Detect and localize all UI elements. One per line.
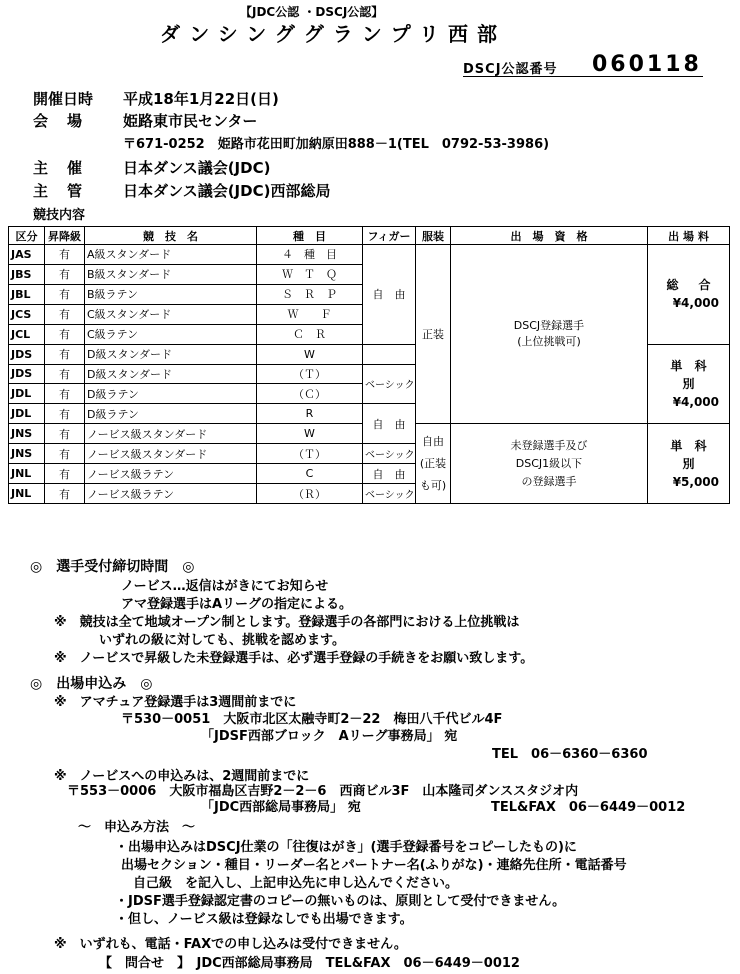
approval-label: DSCJ公認番号 — [463, 62, 558, 77]
event-name-cell: C級スタンダード — [85, 304, 257, 324]
deadline-line: アマ登録選手はAリーグの指定による。 — [121, 597, 353, 612]
fee-cell — [648, 344, 730, 424]
division-cell: JBS — [9, 264, 45, 284]
column-header: 昇降級 — [45, 227, 85, 245]
method-line: 自己級 を記入し、上記申込先に申し込んでください。 — [133, 876, 459, 891]
venue-label: 会 場 — [33, 112, 85, 130]
deadline-line: ノービス…返信はがきにてお知らせ — [121, 579, 329, 594]
division-cell: JNS — [9, 424, 45, 444]
qualification-cell — [451, 245, 648, 424]
column-header: 出 場 料 — [648, 227, 730, 245]
dance-cell: C — [257, 464, 363, 484]
promotion-cell: 有 — [45, 484, 85, 504]
column-header: 出 場 資 格 — [451, 227, 648, 245]
promotion-cell: 有 — [45, 464, 85, 484]
fee-heading: 総 合 — [666, 278, 715, 293]
method-heading: ～ 申込み方法 ～ — [78, 820, 196, 835]
promotion-cell: 有 — [45, 444, 85, 464]
fee-cell — [648, 424, 730, 504]
promotion-cell: 有 — [45, 404, 85, 424]
event-name-cell: ノービス級スタンダード — [85, 444, 257, 464]
fee-heading: 単 科 別 — [670, 438, 711, 471]
organizer-value: 日本ダンス議会(JDC)西部総局 — [123, 182, 331, 200]
dance-cell: W — [257, 424, 363, 444]
novice-address: 〒553－0006 大阪市福島区吉野2－2－6 西商ビル3F 山本隆司ダンススタジオ内 — [67, 784, 579, 799]
promotion-cell: 有 — [45, 364, 85, 384]
promotion-cell: 有 — [45, 344, 85, 364]
contact-line: 【 問合せ 】 JDC西部総局事務局 TEL&FAX 06－6449－0012 — [99, 956, 520, 971]
venue-value: 姫路東市民センター — [123, 112, 258, 130]
host-label: 主 催 — [33, 159, 85, 177]
method-line: 出場セクション・種目・リーダー名とパートナー名(ふりがな)・連絡先住所・電話番号 — [121, 858, 627, 873]
promotion-cell: 有 — [45, 284, 85, 304]
figure-free-cell: 自 由 — [363, 464, 416, 484]
table-row — [9, 245, 730, 265]
dress-line: も可) — [419, 478, 447, 492]
method-line: ・但し、ノービス級は登録なしでも出場できます。 — [115, 912, 413, 927]
dance-cell: Ｓ Ｒ Ｐ — [257, 284, 363, 304]
amateur-line: ※ アマチュア登録選手は3週間前までに — [54, 695, 297, 710]
event-name-cell: B級ラテン — [85, 284, 257, 304]
amateur-address: 〒530－0051 大阪市北区太融寺町2－22 梅田八千代ビル4F — [121, 712, 503, 727]
method-line: ・JDSF選手登録認定書のコピーの無いものは、原則として受付できません。 — [115, 894, 566, 909]
qualification-cell — [451, 424, 648, 504]
division-cell: JAS — [9, 245, 45, 265]
promotion-cell: 有 — [45, 245, 85, 265]
promotion-cell: 有 — [45, 384, 85, 404]
qualification-line: (上位挑戦可) — [517, 335, 581, 349]
event-name-cell: D級ラテン — [85, 404, 257, 424]
host-value: 日本ダンス議会(JDC) — [123, 159, 271, 177]
date-label: 開催日時 — [33, 90, 94, 108]
novice-recipient: 「JDC西部総局事務局」 宛 — [201, 800, 361, 815]
division-cell: JDS — [9, 344, 45, 364]
column-header: 区分 — [9, 227, 45, 245]
division-cell: JDL — [9, 384, 45, 404]
approval-underline — [463, 76, 703, 77]
promotion-cell: 有 — [45, 424, 85, 444]
dance-cell: Ｗ Ｔ Ｑ — [257, 264, 363, 284]
dress-line: 自由 — [422, 434, 444, 448]
figure-basic-cell: ベーシック — [363, 484, 416, 504]
figure-basic-cell: ベーシック — [363, 364, 416, 404]
division-cell: JDL — [9, 404, 45, 424]
rule-line: ※ ノービスで昇級した未登録選手は、必ず選手登録の手続きをお願い致します。 — [54, 651, 534, 666]
date-value: 平成18年1月22日(日) — [123, 90, 279, 108]
figure-basic-cell: ベーシック — [363, 444, 416, 464]
fee-heading: 単 科 別 — [670, 358, 711, 391]
rule-line: ※ 競技は全て地域オープン制とします。登録選手の各部門における上位挑戦は — [54, 615, 520, 630]
promotion-cell: 有 — [45, 304, 85, 324]
event-name-cell: C級ラテン — [85, 324, 257, 344]
division-cell: JNL — [9, 464, 45, 484]
dance-cell: ４ 種 目 — [257, 245, 363, 265]
dance-cell: W — [257, 344, 363, 364]
event-name-cell: A級スタンダード — [85, 245, 257, 265]
figure-free-cell: 自 由 — [363, 245, 416, 345]
novice-line: ※ ノービスへの申込みは、2週間前までに — [54, 769, 310, 784]
division-cell: JBL — [9, 284, 45, 304]
column-header: 種 目 — [257, 227, 363, 245]
event-name-cell: ノービス級スタンダード — [85, 424, 257, 444]
division-cell: JCL — [9, 324, 45, 344]
dress-formal-cell: 正装 — [416, 245, 451, 424]
authorization-line: 【JDC公認 ・DSCJ公認】 — [240, 5, 384, 19]
entry-heading: ◎ 出場申込み ◎ — [30, 676, 153, 692]
figure-free-cell: 自 由 — [363, 404, 416, 444]
qualification-line: DSCJ1級以下 — [515, 456, 583, 470]
division-cell: JDS — [9, 364, 45, 384]
event-name-cell: ノービス級ラテン — [85, 484, 257, 504]
event-name-cell: ノービス級ラテン — [85, 464, 257, 484]
event-name-cell: B級スタンダード — [85, 264, 257, 284]
dress-free-cell — [416, 424, 451, 504]
dance-cell: （Ｔ） — [257, 364, 363, 384]
qualification-line: の登録選手 — [521, 474, 577, 488]
dress-line: (正装 — [419, 456, 447, 470]
dance-cell: Ｗ Ｆ — [257, 304, 363, 324]
amateur-recipient: 「JDSF西部ブロック Aリーグ事務局」 宛 — [201, 729, 458, 744]
deadline-heading: ◎ 選手受付締切時間 ◎ — [30, 559, 195, 575]
approval-number: 060118 — [592, 52, 702, 77]
event-name-cell: D級ラテン — [85, 384, 257, 404]
promotion-cell: 有 — [45, 324, 85, 344]
events-heading: 競技内容 — [33, 208, 86, 223]
qualification-line: 未登録選手及び — [510, 438, 588, 452]
rule-line: いずれの級に対しても、挑戦を認めます。 — [99, 633, 345, 648]
dance-cell: Ｃ Ｒ — [257, 324, 363, 344]
table-header-row — [9, 227, 730, 245]
fee-amount: ¥4,000 — [672, 394, 719, 409]
event-name-cell: D級スタンダード — [85, 344, 257, 364]
amateur-phone: TEL 06－6360－6360 — [492, 747, 648, 762]
novice-phone: TEL&FAX 06－6449－0012 — [491, 800, 686, 815]
division-cell: JNL — [9, 484, 45, 504]
column-header: 競 技 名 — [85, 227, 257, 245]
final-note: ※ いずれも、電話・FAXでの申し込みは受付できません。 — [54, 937, 407, 952]
venue-address: 〒671-0252 姫路市花田町加納原田888－1(TEL 0792-53-3986) — [123, 137, 550, 152]
figure-empty-cell — [363, 344, 416, 364]
events-table — [8, 226, 729, 504]
method-line: ・出場申込みはDSCJ仕業の「往復はがき」(選手登録番号をコピーしたもの)に — [115, 840, 577, 855]
qualification-line: DSCJ登録選手 — [513, 319, 585, 333]
column-header: フィガー — [363, 227, 416, 245]
fee-cell — [648, 245, 730, 345]
event-name-cell: D級スタンダード — [85, 364, 257, 384]
dance-cell: R — [257, 404, 363, 424]
column-header: 服装 — [416, 227, 451, 245]
fee-amount: ¥5,000 — [672, 474, 719, 489]
division-cell: JNS — [9, 444, 45, 464]
dance-cell: （Ｃ） — [257, 384, 363, 404]
fee-amount: ¥4,000 — [672, 296, 719, 311]
dance-cell: （Ｒ） — [257, 484, 363, 504]
division-cell: JCS — [9, 304, 45, 324]
dance-cell: （Ｔ） — [257, 444, 363, 464]
promotion-cell: 有 — [45, 264, 85, 284]
page-title: ダンシンググランプリ西部 — [160, 22, 506, 46]
organizer-label: 主 管 — [33, 182, 85, 200]
